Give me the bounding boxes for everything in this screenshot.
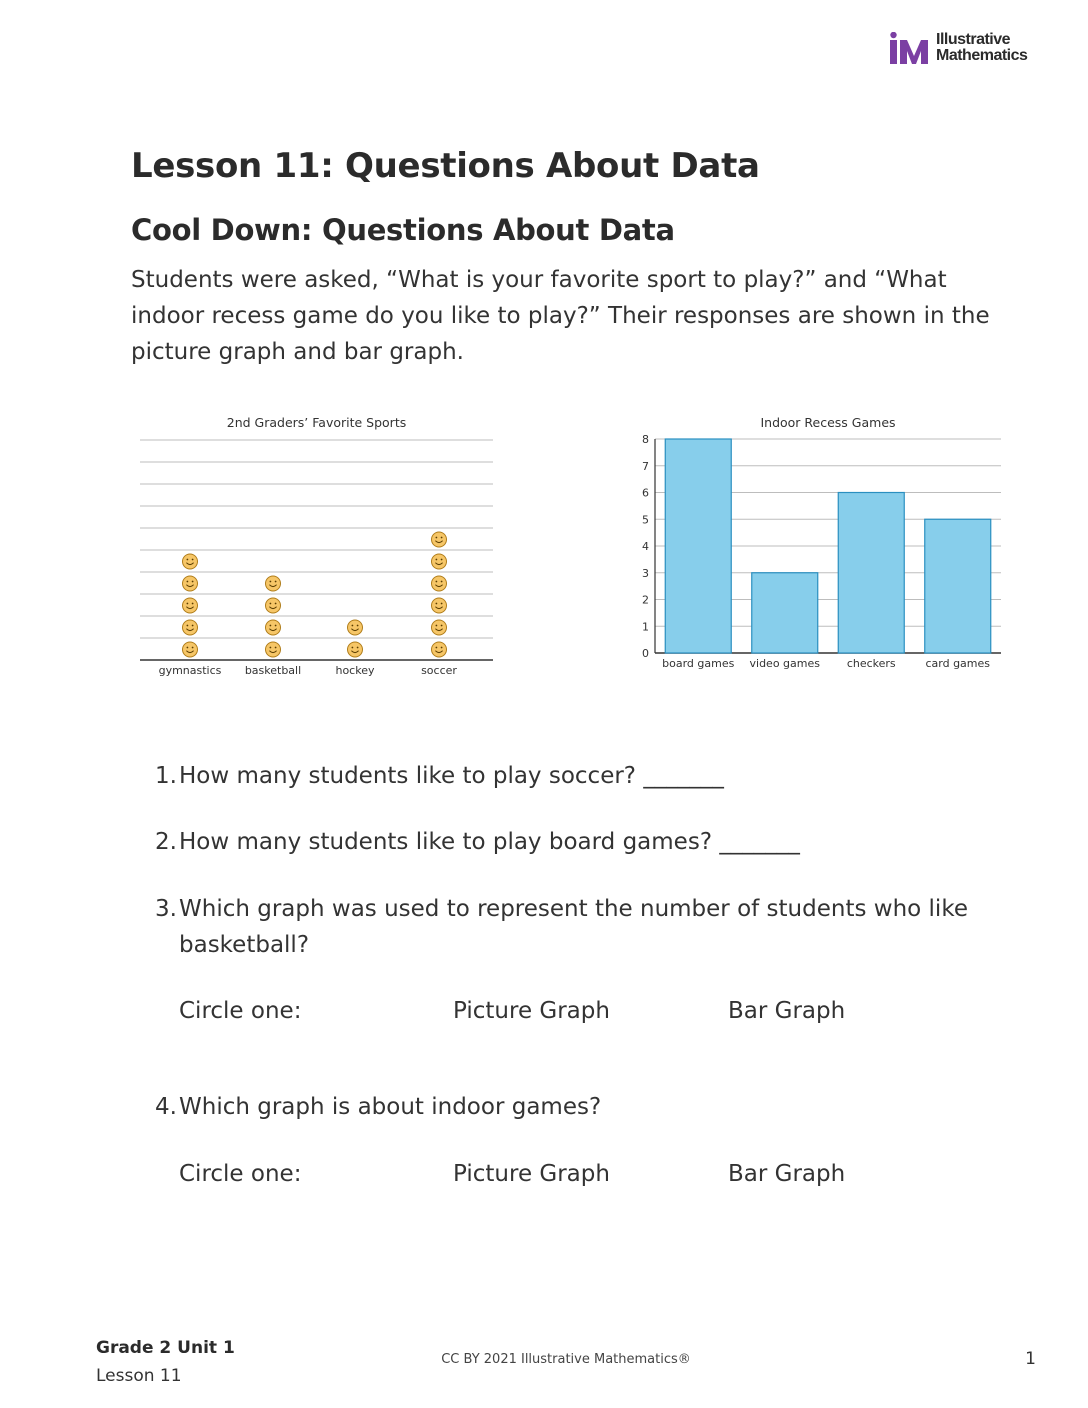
bar-graph-y-tick-label: 3	[642, 566, 649, 580]
question-text: Which graph is about indoor games?	[179, 1094, 602, 1120]
question-number: 1.	[155, 763, 177, 789]
bar-graph-category-label: board games	[662, 657, 735, 670]
bar-graph-bar	[838, 493, 904, 654]
intro-paragraph: Students were asked, “What is your favorite sport to play?” and “What indoor recess game do you like to play?” Their responses are shown in the picture graph and bar graph.	[131, 267, 990, 365]
footer-grade-unit: Grade 2 Unit 1	[96, 1338, 235, 1358]
lesson-title: Lesson 11: Questions About Data	[131, 146, 760, 186]
smiley-face-icon	[432, 532, 447, 547]
bar-graph-y-tick-label: 8	[642, 433, 649, 446]
bar-graph-category-label: checkers	[846, 657, 896, 670]
bar-graph-category-label: video games	[749, 657, 820, 670]
logo-line-2: Mathematics	[936, 47, 1028, 64]
smiley-face-icon	[348, 620, 363, 635]
bar-graph-bar	[665, 439, 731, 653]
smiley-face-icon	[183, 598, 198, 613]
circle-one-row-q4	[179, 1156, 999, 1192]
bar-graph-bar	[925, 519, 991, 653]
smiley-face-icon	[183, 576, 198, 591]
smiley-face-icon	[432, 598, 447, 613]
bar-graph-option[interactable]: Bar Graph	[728, 1161, 846, 1187]
smiley-face-icon	[183, 620, 198, 635]
question-3	[131, 891, 1001, 963]
picture-graph-category-label: gymnastics	[158, 664, 222, 677]
logo-text	[936, 32, 1027, 64]
question-2	[131, 824, 1001, 860]
smiley-face-icon	[266, 642, 281, 657]
footer-copyright: CC BY 2021 Illustrative Mathematics®	[441, 1352, 691, 1367]
question-number: 2.	[155, 829, 177, 855]
picture-graph-title: 2nd Graders’ Favorite Sports	[226, 415, 407, 430]
circle-one-label: Circle one:	[179, 998, 302, 1024]
bar-graph-y-tick-label: 4	[642, 540, 649, 553]
question-text: How many students like to play soccer? _______	[179, 763, 724, 789]
smiley-face-icon	[432, 554, 447, 569]
circle-one-row-q3	[179, 993, 999, 1029]
picture-graph-svg	[130, 405, 505, 685]
question-number: 4.	[155, 1094, 177, 1120]
bar-graph-y-tick-label: 5	[642, 513, 649, 527]
page-number: 1	[1025, 1349, 1036, 1369]
picture-graph-option[interactable]: Picture Graph	[453, 998, 610, 1024]
smiley-face-icon	[432, 576, 447, 591]
bar-graph-y-tick-label: 2	[642, 593, 649, 607]
bar-graph	[628, 405, 1008, 685]
picture-graph-option[interactable]: Picture Graph	[453, 1161, 610, 1187]
question-number: 3.	[155, 896, 177, 922]
bar-graph-svg	[628, 405, 1008, 685]
logo-line-1: Illustrative	[936, 31, 1011, 48]
smiley-face-icon	[348, 642, 363, 657]
bar-graph-bar	[752, 573, 818, 653]
smiley-face-icon	[266, 598, 281, 613]
bar-graph-y-tick-label: 7	[642, 459, 649, 473]
question-text: Which graph was used to represent the number of students who like basketball?	[179, 896, 968, 958]
im-logo-icon	[890, 32, 932, 66]
bar-graph-category-label: card games	[925, 657, 991, 670]
smiley-face-icon	[183, 554, 198, 569]
question-4	[131, 1089, 1001, 1125]
smiley-face-icon	[183, 642, 198, 657]
smiley-face-icon	[266, 620, 281, 635]
bar-graph-y-tick-label: 0	[642, 647, 649, 660]
illustrative-mathematics-logo	[890, 32, 1040, 68]
question-text: How many students like to play board games? _______	[179, 829, 800, 855]
smiley-face-icon	[432, 620, 447, 635]
smiley-face-icon	[266, 576, 281, 591]
section-title: Cool Down: Questions About Data	[131, 213, 675, 247]
picture-graph	[130, 405, 505, 685]
circle-one-label: Circle one:	[179, 1161, 302, 1187]
picture-graph-category-label: basketball	[244, 664, 302, 677]
bar-graph-y-tick-label: 1	[642, 620, 649, 634]
question-1	[131, 758, 1001, 794]
picture-graph-category-label: hockey	[335, 664, 375, 677]
bar-graph-y-tick-label: 6	[642, 486, 649, 500]
smiley-face-icon	[432, 642, 447, 657]
picture-graph-category-label: soccer	[421, 664, 457, 677]
bar-graph-option[interactable]: Bar Graph	[728, 998, 846, 1024]
bar-graph-title: Indoor Recess Games	[760, 415, 896, 430]
footer-lesson: Lesson 11	[96, 1366, 182, 1386]
